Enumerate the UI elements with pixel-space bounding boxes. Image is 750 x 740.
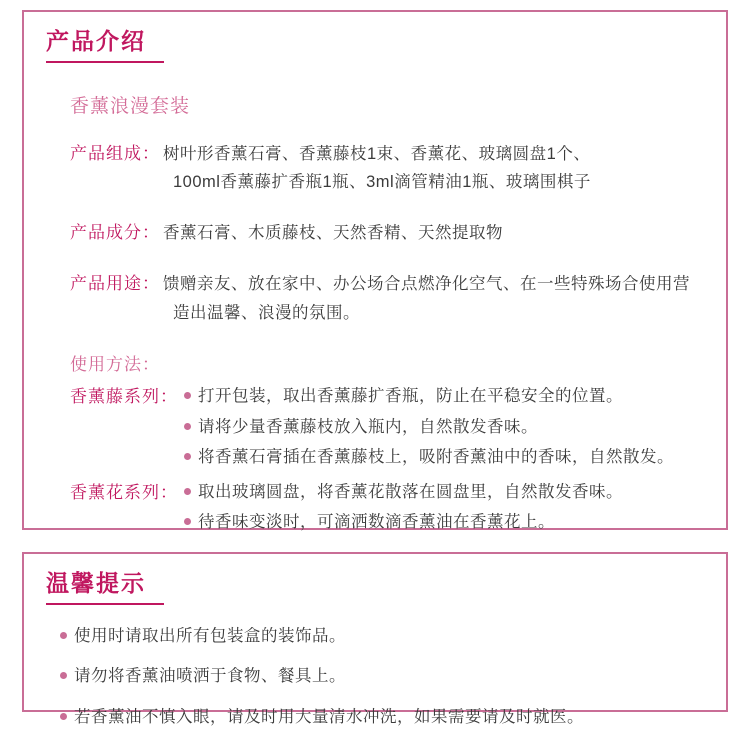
list-item-text: 使用时请取出所有包装盒的装饰品。 — [74, 626, 346, 645]
spec-value-line: 香薰石膏、木质藤枝、天然香精、天然提取物 — [163, 224, 503, 243]
tips-panel — [22, 552, 728, 726]
list-item-text: 待香味变淡时，可滴洒数滴香薰油在香薰花上。 — [198, 513, 555, 532]
list-item-text: 打开包装，取出香薰藤扩香瓶，防止在平稳安全的位置。 — [198, 386, 623, 405]
bullet-dot-icon — [184, 392, 191, 399]
usage-group-colon: ： — [160, 386, 178, 406]
list-item — [182, 507, 623, 538]
spec-value — [163, 219, 503, 248]
usage-item-list — [182, 381, 674, 473]
tips-title-underline — [46, 603, 164, 605]
bullet-dot-icon — [60, 632, 67, 639]
list-item-text: 请将少量香薰藤枝放入瓶内，自然散发香味。 — [198, 417, 538, 436]
spec-value-line: 造出温馨、浪漫的氛围。 — [173, 304, 360, 323]
product-intro-panel — [22, 10, 728, 530]
usage-group-label: 香薰花系列 — [70, 482, 160, 502]
list-item — [58, 702, 726, 733]
list-item — [182, 442, 674, 473]
bullet-dot-icon — [184, 518, 191, 525]
bullet-dot-icon — [184, 423, 191, 430]
usage-group-label: 香薰藤系列 — [70, 386, 160, 406]
list-item-text: 取出玻璃圆盘，将香薰花散落在圆盘里，自然散发香味。 — [198, 482, 623, 501]
spec-value-line: 树叶形香薰石膏、香薰藤枝1束、香薰花、玻璃圆盘1个、 — [163, 144, 591, 163]
product-subtitle: 香薰浪漫套装 — [70, 95, 191, 117]
list-item — [182, 412, 674, 443]
bullet-dot-icon — [60, 713, 67, 720]
product-spec-list — [70, 140, 726, 328]
bullet-dot-icon — [184, 453, 191, 460]
tips-list — [58, 621, 726, 733]
usage-group-colon: ： — [160, 482, 178, 502]
spec-colon: ： — [142, 143, 159, 163]
usage-group — [70, 477, 726, 538]
bullet-dot-icon — [184, 488, 191, 495]
tips-title: 温馨提示 — [46, 570, 146, 596]
usage-group — [70, 381, 726, 473]
page-title: 产品介绍 — [46, 28, 146, 54]
usage-heading: 使用方法： — [70, 354, 160, 374]
spec-label: 产品用途 — [70, 274, 142, 294]
spec-label: 产品成分 — [70, 223, 142, 243]
list-item — [182, 477, 623, 508]
spec-value-line: 馈赠亲友、放在家中、办公场合点燃净化空气、在一些特殊场合使用营 — [163, 275, 690, 294]
spec-label: 产品组成 — [70, 143, 142, 163]
spec-row — [70, 219, 726, 248]
list-item — [58, 661, 726, 692]
bullet-dot-icon — [60, 672, 67, 679]
spec-colon: ： — [142, 274, 159, 294]
spec-row — [70, 270, 726, 328]
list-item-text: 若香薰油不慎入眼，请及时用大量清水冲洗，如果需要请及时就医。 — [74, 707, 584, 726]
list-item-text: 请勿将香薰油喷洒于食物、餐具上。 — [74, 667, 346, 686]
title-underline — [46, 61, 164, 63]
spec-value-line: 100ml香薰藤扩香瓶1瓶、3ml滴管精油1瓶、玻璃围棋子 — [173, 173, 591, 192]
spec-value — [163, 270, 690, 328]
usage-item-list — [182, 477, 623, 538]
list-item — [58, 621, 726, 652]
list-item — [182, 381, 674, 412]
spec-row — [70, 140, 726, 198]
spec-colon: ： — [142, 223, 159, 243]
list-item-text: 将香薰石膏插在香薰藤枝上，吸附香薰油中的香味，自然散发。 — [198, 448, 674, 467]
spec-value — [163, 140, 591, 198]
